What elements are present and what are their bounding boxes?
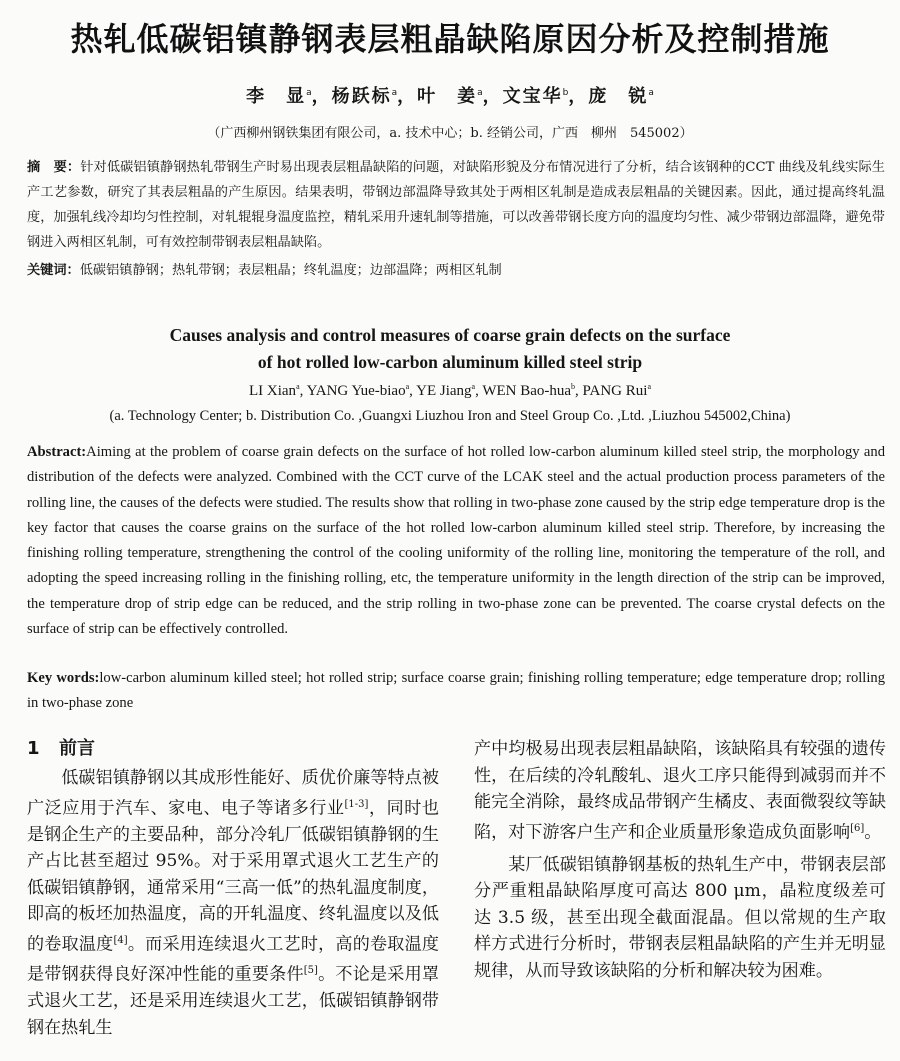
section-heading (27, 736, 439, 762)
author-name: 庞 锐 (588, 86, 649, 107)
keywords-en-text: low-carbon aluminum killed steel; hot rolled strip; surface coarse grain; finishing rolling temperature; edge temperature drop; rolling in two-phase zone (27, 670, 885, 712)
author-affil-mark: a (647, 382, 651, 391)
abstract-en (27, 440, 885, 642)
text-run: 低碳铝镇静钢以其成形性能好、质优价廉等特点被广泛应用于汽车、家电、电子等诸多行业 (27, 768, 439, 819)
text-run: 。不论是采用罩式退火工艺，还是采用连续退火工艺，低碳铝镇静钢带钢在热轧生 (27, 964, 439, 1038)
keywords-cn-text: 低碳铝镇静钢；热轧带钢；表层粗晶；终轧温度；边部温降；两相区轧制 (79, 263, 502, 278)
affiliation-cn: （广西柳州钢铁集团有限公司，a. 技术中心；b. 经销公司，广西 柳州 545002） (207, 126, 693, 141)
author-name-en: YANG Yue-biao (306, 383, 406, 399)
citation-ref: [5] (303, 964, 318, 976)
author-name: 叶 姜 (417, 86, 478, 107)
author-name-en: WEN Bao-hua (482, 383, 572, 399)
keywords-en (27, 666, 885, 717)
author-name-en: LI Xian (248, 383, 297, 399)
paper-title-en (0, 322, 900, 376)
author-name: 文宝华 (502, 86, 563, 107)
keywords-cn-label: 关键词： (27, 263, 80, 278)
abstract-en-text: Aiming at the problem of coarse grain defects on the surface of hot rolled low-carbon aluminum killed steel strip, the morphology and distribution of the defects were analyzed. Combined with the CCT curve of the LCAK steel and the actual production process parameters of the rolling line, the causes of the defects were studied. The results show that rolling in two-phase zone caused by the strip edge temperature drop is the key factor that causes the coarse grains on the surface of the hot rolled low-carbon aluminum killed steel strip. Therefore, by increasing the finishing rolling temperature, strengthening the control of the cooling uniformity of the rolling line, monitoring the temperature of the roll, and adopting the speed increasing rolling in the finishing rolling, etc, the temperature uniformity in the length direction of the strip can be improved, the temperature drop of strip edge can be reduced, and the strip rolling in two-phase zone can be prevented. The coarse crystal defects on the surface of strip can be effectively controlled. (27, 444, 885, 638)
text-run: 。而采用连续退火工艺时，高的卷取温度是带钢获得良好深冲性能的重要条件 (27, 934, 439, 985)
author-affil-mark: a (296, 382, 300, 391)
abstract-cn-label: 摘 要： (27, 160, 81, 175)
author-name: 李 显 (246, 86, 307, 107)
author-affil-mark: a (477, 88, 483, 98)
author-affil-mark: a (306, 88, 312, 98)
author-affil-mark: b (562, 88, 569, 98)
paper-title-en-line2: of hot rolled low-carbon aluminum killed steel strip (257, 352, 643, 372)
section-title: 前言 (59, 738, 95, 759)
citation-ref: [6] (850, 822, 865, 834)
citation-ref: [1-3] (344, 798, 369, 810)
author-affil-mark: b (571, 382, 576, 391)
author-list-cn: 李 显$^a$，杨跃标$^a$，叶 姜$^a$，文宝华$^b$，庞 锐$^a$ (246, 86, 654, 107)
section-number: 1 (27, 738, 40, 759)
author-name-en: YE Jiang (416, 383, 472, 399)
keywords-cn (27, 258, 885, 283)
author-name: 杨跃标 (331, 86, 392, 107)
body-paragraph (27, 765, 439, 1041)
abstract-cn-text: 针对低碳铝镇静钢热轧带钢生产时易出现表层粗晶缺陷的问题，对缺陷形貌及分布情况进行了分析，结合该钢种的CCT 曲线及轧线实际生产工艺参数，研究了其表层粗晶的产生原因。结果表明，带钢边部温降导致其处于两相区轧制是造成表层粗晶的关键因素。因此，通过提高终轧温度，加强轧线冷却均匀性控制，对轧辊辊身温度监控，精轧采用升速轧制等措施，可以改善带钢长度方向的温度均匀性、减少带钢边部温降，避免带钢进入两相区轧制，可有效控制带钢表层粗晶缺陷。 (27, 160, 885, 250)
author-list-en: LI Xian$^a$, YANG Yue-biao$^a$, YE Jiang$^a$, WEN Bao-hua$^b$, PANG Rui$^a$ (248, 382, 651, 399)
text-run: 产中均极易出现表层粗晶缺陷，该缺陷具有较强的遗传性，在后续的冷轧酸轧、退火工序只能得到减弱而并不能完全消除，最终成品带钢产生橘皮、表面微裂纹等缺陷，对下游客户生产和企业质量形象造成负面影响 (474, 739, 886, 843)
abstract-cn (27, 155, 885, 255)
text-run: 某厂低碳铝镇静钢基板的热轧生产中，带钢表层部分严重粗晶缺陷厚度可高达 800 μm，晶粒度级差可达 3.5 级，甚至出现全截面混晶。但以常规的生产取样方式进行分析时，带钢表层粗晶缺陷的产生并无明显规律，从而导致该缺陷的分析和解决较为困难。 (474, 854, 886, 981)
body-paragraph (474, 852, 886, 985)
author-affil-mark: a (648, 88, 654, 98)
author-affil-mark: a (391, 88, 398, 98)
body-paragraph-continued (474, 736, 886, 846)
citation-ref: [4] (113, 934, 128, 946)
paper-title-cn: 热轧低碳铝镇静钢表层粗晶缺陷原因分析及控制措施 (70, 20, 830, 58)
body-column-left (27, 736, 439, 1041)
author-affil-mark: a (471, 382, 476, 391)
author-name-en: PANG Rui (582, 383, 648, 399)
body-column-right (474, 736, 886, 984)
affiliation-en: (a. Technology Center; b. Distribution Co. ,Guangxi Liuzhou Iron and Steel Group Co. ,Ltd. ,Liuzhou 545002,China) (109, 408, 791, 424)
abstract-en-label: Abstract: (27, 444, 87, 460)
author-affil-mark: a (405, 382, 410, 391)
text-run: 。 (864, 822, 882, 843)
text-run: ，同时也是钢企生产的主要品种，部分冷轧厂低碳铝镇静钢的生产占比甚至超过 95%。对于采用罩式退火工艺生产的低碳铝镇静钢，通常采用“三高一低”的热轧温度制度，即高的板坯加热温度，高的开轧温度、终轧温度以及低的卷取温度 (27, 798, 439, 955)
paper-title-en-line1: Causes analysis and control measures of coarse grain defects on the surface (169, 325, 731, 345)
keywords-en-label: Key words: (27, 670, 100, 686)
